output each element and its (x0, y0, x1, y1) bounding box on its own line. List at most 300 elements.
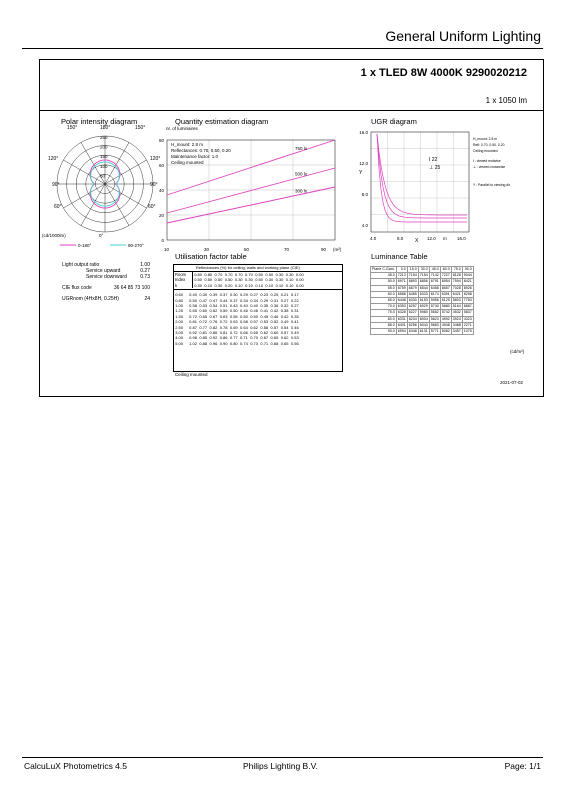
uf-cell: 0.45 (260, 313, 269, 319)
legend-label-0-180: 0-180° (78, 243, 92, 248)
uf-cell: 0.98 (189, 335, 197, 341)
ugr-ytick: 16.0 (359, 130, 368, 135)
uf-cell: 0.40 (250, 303, 258, 309)
uf-cell: 0.65 (270, 335, 279, 341)
uf-cell: 0.22 (290, 297, 299, 303)
q-xtick: 30 (204, 247, 210, 252)
uf-cell: 0.43 (229, 303, 238, 309)
ugr-nom-label: UGRnom (4Hx8H, 0.25H) (62, 296, 119, 302)
uf-cell: 0.77 (229, 335, 238, 341)
lum-cell: 55.0 (371, 285, 397, 291)
uf-cell: 0.50 (229, 308, 238, 314)
uf-cell: 0.27 (280, 297, 289, 303)
uf-refl-cell: 0.30 (194, 282, 202, 288)
ugr-ytick: 4.0 (361, 223, 368, 228)
uf-reflectances (193, 272, 305, 288)
lum-cell: 8421 (463, 279, 472, 284)
uf-cell: 0.92 (209, 335, 218, 341)
polar-angle-label: 150° (135, 125, 146, 131)
q-xtick: 50 (244, 247, 250, 252)
lum-cell: 6330 (408, 298, 417, 303)
uf-refl-cell: 0.10 (265, 282, 274, 288)
lum-header: 75.0 (451, 267, 462, 273)
uf-cell: 0.25 (270, 292, 279, 298)
uf-cell: 0.71 (240, 335, 248, 341)
lum-cell: 6588 (397, 291, 406, 296)
uf-cell: 0.49 (280, 319, 289, 325)
uf-cell: 0.82 (209, 324, 218, 330)
uf-refl-cell: 0.70 (245, 272, 253, 277)
polar-angle-label: 90° (150, 182, 158, 188)
uf-cell: 0.68 (270, 340, 279, 346)
lum-cell: 5164 (452, 304, 461, 309)
polar-unit: (cd/1000lm) (42, 233, 66, 238)
polar-diagram (40, 122, 170, 250)
lum-cell: 6594 (397, 329, 406, 334)
uf-cell: 0.46 (250, 308, 258, 314)
uf-cell: 0.30 (229, 292, 238, 298)
lum-cell: 70.0 (371, 304, 397, 310)
lum-cell: 6458 (430, 285, 439, 290)
uf-cell: 0.85 (199, 335, 208, 341)
table-row (371, 329, 474, 335)
uf-cell: 0.31 (290, 308, 299, 314)
uf-refl-cell: 0.30 (265, 277, 274, 283)
uf-cell: 0.31 (270, 297, 279, 303)
q-param-mf: Maintenance factor: 1.0 (171, 154, 219, 159)
uf-cell: 0.52 (270, 319, 279, 325)
uf-cell: 0.27 (250, 292, 258, 298)
polar-angle-label: 180° (100, 125, 111, 131)
lum-cell: 6544 (419, 285, 428, 290)
uf-refl-cell: 0.10 (275, 282, 284, 288)
upward-label: Service upward (86, 268, 121, 274)
uf-cell: 0.57 (250, 319, 258, 325)
lum-cell: 6448 (397, 298, 406, 303)
uf-cell: 0.65 (199, 313, 208, 319)
product-name: 1 x TLED 8W 4000K 9290020212 (360, 67, 527, 79)
lum-cell: 65.0 (371, 298, 397, 304)
lum-cell: 6125 (441, 298, 450, 303)
uf-cell: 0.46 (270, 313, 279, 319)
lum-cell: 90.0 (371, 329, 397, 335)
uf-refl-cell: 0.50 (214, 277, 223, 283)
uf-cell: 0.23 (260, 292, 269, 298)
uf-cell: 0.27 (290, 303, 299, 309)
lum-cell: 6657 (441, 285, 450, 290)
uf-cell: 0.67 (260, 335, 269, 341)
uf-cell: 0.74 (240, 340, 248, 346)
lum-cell: 3457 (452, 329, 461, 334)
ugr-angle-end: I 22 (429, 157, 438, 163)
uf-cell: 0.63 (229, 319, 238, 325)
lum-title: Luminance Table (371, 252, 428, 261)
uf-cell: 0.51 (219, 303, 228, 309)
product-flux: 1 x 1050 lm (485, 96, 527, 105)
cie-label: CIE flux code (62, 285, 92, 291)
lum-header-row (371, 267, 474, 273)
uf-cell: 0.53 (290, 335, 299, 341)
ugr-xtick: 12.0 (427, 236, 436, 241)
uf-cell: 0.35 (260, 303, 269, 309)
uf-cell: 0.57 (270, 324, 279, 330)
ugr-xtick: 16.0 (457, 236, 466, 241)
q-param-refl: Reflectances: 0.70, 0.50, 0.20 (171, 148, 231, 153)
polar-angle-label: 90° (52, 182, 60, 188)
uf-refl-cell: 0.00 (295, 272, 304, 277)
issue-date: 2021-07-02 (500, 380, 524, 385)
lum-cell: 6234 (408, 316, 417, 321)
lum-cell: 7213 (397, 273, 406, 278)
lum-cell: 3924 (452, 316, 461, 321)
uf-cell: 0.44 (219, 297, 228, 303)
uf-title: Utilisation factor table (175, 252, 247, 261)
uf-refl-cell: 0.50 (255, 277, 264, 283)
uf-room-index: 3.00 (175, 330, 183, 336)
series-label-500: 500 lx (295, 171, 308, 177)
uf-cell: 0.66 (240, 330, 248, 336)
table-row (174, 341, 300, 346)
footer-rule (22, 757, 543, 758)
uf-cell: 0.37 (219, 292, 228, 298)
lum-cell: 6401 (397, 322, 406, 327)
lum-cell: 75.0 (371, 310, 397, 316)
lum-cell: 7783 (463, 298, 472, 303)
uf-cell: 0.42 (280, 313, 289, 319)
ugr-legend-end: I : viewed endwise (473, 159, 501, 163)
uf-cell: 0.81 (199, 330, 208, 336)
lum-cell: 80.0 (371, 316, 397, 322)
lum-cell: 6791 (430, 279, 439, 284)
lum-cell: 6333 (419, 291, 428, 296)
lum-cell: 5837 (463, 310, 472, 315)
lum-cell: 5980 (419, 310, 428, 315)
q-xtick: 70 (284, 247, 290, 252)
quantity-chart (155, 130, 345, 248)
lum-cell: 5082 (441, 329, 450, 334)
uf-refl-cell: 0.50 (224, 277, 233, 283)
uf-k-label: k (175, 282, 178, 288)
uf-refl-cell: 0.00 (295, 282, 304, 288)
lum-cell: 5803 (452, 298, 461, 303)
lum-cell: 7227 (441, 273, 450, 278)
uf-cell: 0.47 (209, 297, 218, 303)
uf-cell: 0.58 (260, 324, 269, 330)
lum-cell: 5623 (430, 316, 439, 321)
uf-cell: 0.56 (290, 340, 299, 346)
lum-unit: (cd/m²) (510, 349, 525, 354)
lum-cell: 6131 (419, 329, 428, 334)
q-param-height: H_mount: 2.8 m (171, 142, 204, 147)
uf-cell: 0.32 (280, 303, 289, 309)
lum-cell: 6331 (397, 316, 406, 321)
ugr-ytick: 12.0 (359, 161, 368, 166)
uf-cell: 0.77 (199, 324, 208, 330)
uf-index-label: Index (175, 277, 186, 283)
uf-cell: 0.29 (260, 297, 269, 303)
lum-cell: 85.0 (371, 322, 397, 328)
ugr-xlabel: X (415, 238, 419, 244)
uf-cell: 0.46 (290, 324, 299, 330)
uf-values (174, 292, 300, 346)
lum-header: Plane C-Gam. (372, 267, 395, 271)
uf-room-index: 1.50 (175, 313, 183, 319)
uf-cell: 0.86 (219, 335, 228, 341)
uf-refl-cell: 0.30 (245, 277, 253, 283)
uf-refl-cell: 0.30 (275, 272, 284, 277)
ugr-xtick: 4.0 (370, 236, 377, 241)
lum-cell: 5742 (441, 310, 450, 315)
uf-cell: 0.81 (219, 330, 228, 336)
lum-cell: 7594 (452, 279, 461, 284)
ugr-ylabel: Y (359, 170, 363, 176)
lor-value: 1.00 (140, 262, 150, 268)
uf-cell: 0.62 (209, 308, 218, 314)
lum-header: 90.0 (462, 267, 473, 273)
uf-refl-cell: 0.10 (285, 277, 294, 283)
uf-room-index: 5.00 (175, 340, 183, 346)
lum-table-wrap (370, 266, 474, 335)
uf-refl-cell: 0.10 (255, 282, 264, 288)
uf-cell: 0.76 (209, 319, 218, 325)
uf-cell: 0.87 (189, 324, 197, 330)
uf-cell: 0.92 (189, 330, 197, 336)
uf-refl-cell: 0.50 (265, 272, 274, 277)
uf-cell: 0.72 (189, 313, 197, 319)
uf-refl-cell: 0.80 (204, 272, 213, 277)
uf-cell: 0.72 (199, 319, 208, 325)
footer-right: Page: 1/1 (504, 761, 541, 771)
polar-angle-label: 150° (67, 125, 78, 131)
uf-refl-cell: 0.30 (275, 277, 284, 283)
uf-refl-cell: 0.10 (234, 282, 243, 288)
uf-cell: 0.40 (189, 292, 197, 298)
lum-cell: 6227 (408, 310, 417, 315)
lum-cell: 45.0 (371, 273, 397, 279)
uf-cell: 0.50 (189, 297, 197, 303)
lum-cell: 6759 (397, 285, 406, 290)
uf-cell: 0.71 (260, 340, 269, 346)
uf-room-label: Room (175, 272, 187, 277)
lum-cell: 4948 (441, 322, 450, 327)
uf-cell: 0.55 (229, 313, 238, 319)
uf-cell: 0.41 (290, 319, 299, 325)
lum-cell: 5880 (441, 304, 450, 309)
polar-ring-label: 50 (100, 173, 106, 179)
uf-cell: 0.54 (209, 303, 218, 309)
uf-refl-cell: 0.10 (204, 282, 213, 288)
q-param-mount: Ceiling mounted (171, 160, 204, 165)
lum-cell: 6256 (408, 322, 417, 327)
uf-cell: 0.21 (280, 292, 289, 298)
uf-cell: 0.29 (240, 292, 248, 298)
uf-cell: 0.47 (199, 297, 208, 303)
ugr-legend-height: H_mount: 2.8 m (473, 137, 498, 141)
uf-cell: 0.72 (229, 330, 238, 336)
lum-cell: 6029 (419, 304, 428, 309)
uf-cell: 0.30 (199, 292, 208, 298)
uf-cell: 0.58 (189, 303, 197, 309)
lum-cell: 7028 (452, 285, 461, 290)
ugr-chart (355, 126, 540, 246)
uf-cell: 0.86 (209, 330, 218, 336)
series-label-750: 750 lx (295, 146, 308, 152)
uf-cell: 0.60 (199, 308, 208, 314)
uf-table-box (173, 264, 343, 372)
quantity-yunit: nr. of luminaires (166, 126, 198, 131)
uf-note: Ceiling mounted (175, 372, 208, 377)
legend-label-90-270: 90-270° (128, 243, 144, 248)
ugr-nom-value: 24 (144, 296, 150, 302)
uf-cell: 0.62 (280, 335, 289, 341)
uf-caption: Reflectances (%) for ceiling, walls and working plane (CIE) (174, 265, 342, 272)
footer-center: Philips Lighting B.V. (243, 761, 318, 771)
lum-cell: 6679 (408, 285, 417, 290)
lum-cell: 6004 (419, 316, 428, 321)
luminance-table (370, 266, 474, 335)
polar-ring-label: 250 (100, 135, 108, 140)
ugr-xtick: 8.0 (397, 236, 404, 241)
uf-cell: 0.64 (240, 324, 248, 330)
lum-cell: 50.0 (371, 279, 397, 285)
lum-cell: 6954 (441, 279, 450, 284)
cie-value: 36 64 85 73 100 (113, 285, 150, 291)
polar-angle-label: 60° (54, 204, 62, 210)
ugr-xunit: m (443, 236, 447, 241)
lum-cell: 6485 (408, 291, 417, 296)
uf-cell: 0.39 (209, 292, 218, 298)
uf-cell: 0.37 (229, 297, 238, 303)
uf-cell: 0.78 (219, 324, 228, 330)
lum-header: 45.0 (429, 267, 440, 273)
uf-refl-cell: 0.50 (194, 277, 202, 283)
lum-cell: 5956 (430, 298, 439, 303)
ugr-angle-cross: ⊥ 25 (429, 165, 441, 171)
lum-cell: 8128 (452, 273, 461, 278)
uf-refl-row (193, 283, 305, 288)
ugr-legend-y: Y : Parallel to viewing dir. (473, 183, 511, 187)
uf-cell: 0.38 (280, 308, 289, 314)
lum-cell: 7154 (408, 273, 417, 278)
uf-cell: 0.35 (290, 313, 299, 319)
uf-refl-cell: 0.30 (214, 282, 223, 288)
uf-cell: 0.34 (240, 297, 248, 303)
uf-cell: 0.62 (250, 324, 258, 330)
uf-cell: 0.40 (240, 303, 248, 309)
q-ytick: 60 (158, 163, 164, 168)
q-xunit: (m²) (333, 247, 342, 252)
uf-cell: 0.96 (209, 340, 218, 346)
uf-cell: 0.53 (260, 319, 269, 325)
lum-cell: 5683 (430, 322, 439, 327)
uf-room-index: 1.00 (175, 303, 183, 309)
uf-room-index: 0.80 (175, 297, 183, 303)
lum-cell: 1075 (463, 329, 472, 334)
uf-cell: 0.49 (290, 330, 299, 336)
uf-cell: 0.54 (280, 324, 289, 330)
uf-room-index: 1.25 (175, 308, 183, 314)
lum-cell: 5771 (430, 329, 439, 334)
lum-cell: 6887 (463, 304, 472, 309)
lum-header: 15.0 (407, 267, 418, 273)
page-title: General Uniform Lighting (385, 28, 541, 44)
quantity-title: Quantity estimation diagram (175, 117, 269, 126)
lum-cell: 6391 (441, 291, 450, 296)
uf-cell: 0.81 (189, 319, 197, 325)
lum-cell: 6043 (419, 322, 428, 327)
lum-cell: 8926 (463, 285, 472, 290)
polar-angle-label: 120° (48, 156, 59, 162)
lum-cell: 4992 (441, 316, 450, 321)
polar-angle-label: 120° (150, 156, 161, 162)
uf-cell: 0.69 (229, 324, 238, 330)
uf-cell: 0.58 (240, 319, 248, 325)
uf-refl-cell: 0.70 (224, 272, 233, 277)
polar-angle-label: 60° (148, 204, 156, 210)
uf-refl-cell: 0.20 (224, 282, 233, 288)
lum-cell: 6421 (452, 291, 461, 296)
polar-angle-label: 0° (99, 233, 104, 238)
uf-cell: 0.62 (260, 330, 269, 336)
uf-refl-cell: 0.30 (285, 272, 294, 277)
uf-cell: 0.57 (280, 330, 289, 336)
lum-cell: 4323 (463, 316, 472, 321)
uf-cell: 0.88 (199, 340, 208, 346)
footer-left: CalcuLuX Photometrics 4.5 (24, 761, 127, 771)
uf-refl-cell: 0.10 (285, 282, 294, 288)
q-xtick: 90 (321, 247, 327, 252)
section-divider (39, 110, 544, 111)
uf-cell: 0.46 (240, 308, 248, 314)
uf-room-index: 0.60 (175, 292, 183, 298)
uf-cell: 0.59 (219, 308, 228, 314)
uf-cell: 0.63 (219, 313, 228, 319)
lum-cell: 9044 (463, 273, 472, 278)
uf-room-index: 4.00 (175, 335, 183, 341)
polar-title: Polar intensity diagram (61, 117, 138, 126)
uf-cell: 0.65 (189, 308, 197, 314)
table-row (174, 319, 300, 324)
uf-refl-cell: 0.30 (234, 277, 243, 283)
uf-refl-cell: 0.50 (255, 272, 264, 277)
q-xtick: 10 (164, 247, 170, 252)
uf-cell: 0.65 (250, 330, 258, 336)
lum-cell: 6153 (419, 298, 428, 303)
ugr-legend-cross: ⊥ : viewed crosswise (473, 165, 506, 169)
ugr-legend-refl: Refl: 0.70, 0.50, 0.20 (473, 143, 505, 147)
q-ytick: 80 (158, 138, 164, 143)
polar-ring-label: 200 (100, 144, 108, 150)
uf-cell: 0.50 (250, 313, 258, 319)
lum-header: 60.0 (440, 267, 451, 273)
lum-cell: 7142 (430, 273, 439, 278)
lor-label: Light output ratio (62, 262, 100, 268)
ugr-ytick: 8.0 (361, 192, 368, 197)
q-ytick: 20 (158, 213, 164, 218)
series-label-300: 300 lx (295, 188, 308, 194)
light-output-block (62, 262, 150, 302)
uf-cell: 0.70 (250, 335, 258, 341)
lum-cell: 4532 (452, 310, 461, 315)
uf-cell: 0.41 (260, 308, 269, 314)
lum-cell: 6353 (397, 304, 406, 309)
lum-header: 0.0 (396, 267, 407, 273)
q-ytick: 40 (158, 188, 164, 193)
lum-cell: 8298 (463, 291, 472, 296)
uf-refl-cell: 0.80 (194, 272, 202, 277)
uf-room-index: 2.50 (175, 324, 183, 330)
uf-refl-cell: 0.50 (204, 277, 213, 283)
